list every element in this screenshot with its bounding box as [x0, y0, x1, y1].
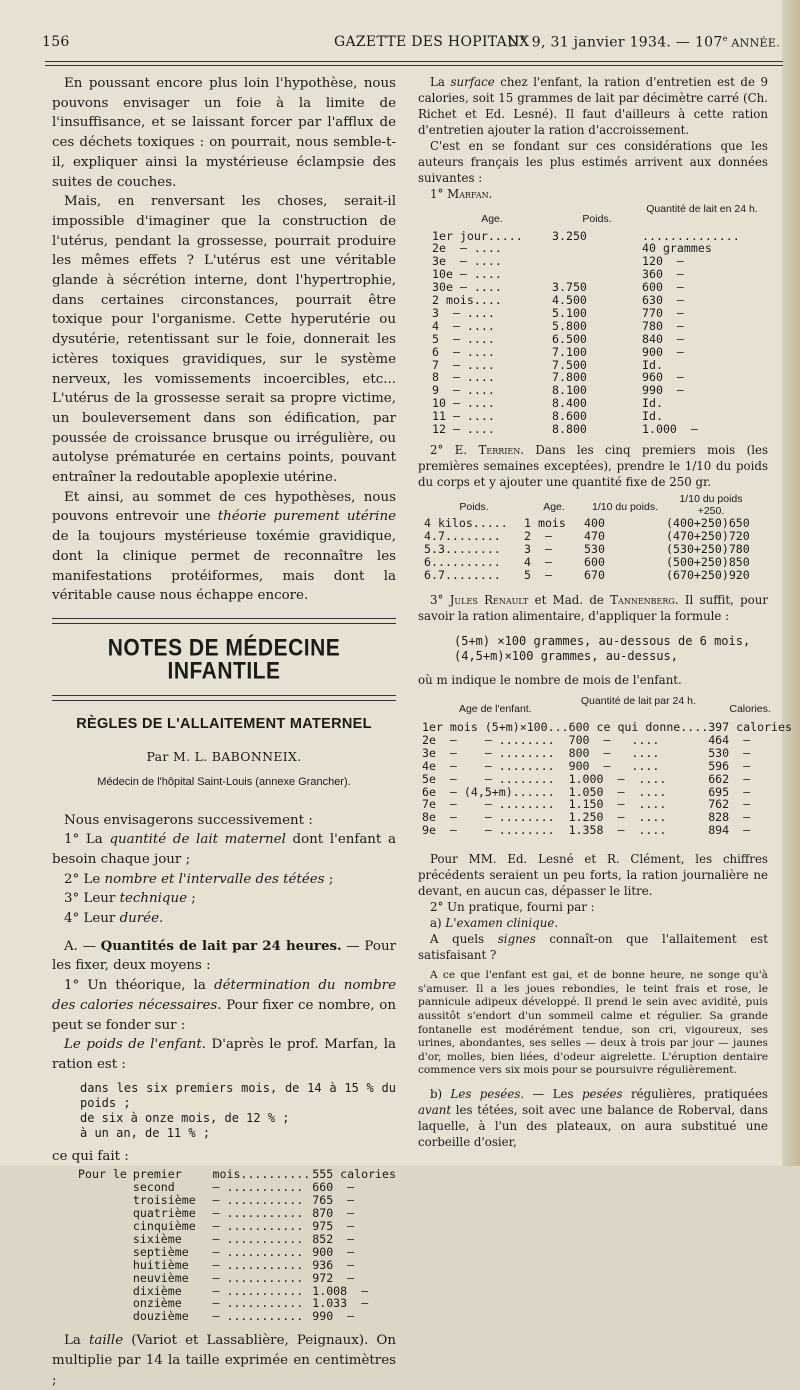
table-cell: 960 — [642, 370, 684, 385]
section-rule [52, 618, 396, 624]
table-row [424, 556, 756, 569]
table-cell: 7.100 [552, 344, 587, 359]
table-cell: 870 — [312, 1206, 355, 1221]
running-header [40, 34, 780, 54]
table-cell: 30e — .... [432, 280, 502, 295]
table-cell: .............. [642, 228, 740, 243]
paragraph: a) L'examen clinique. [430, 916, 559, 931]
table-row [78, 1233, 396, 1246]
paragraph: 3° Jules Renault et Mad. de Tannenberg. Il suffit, pour savoir la ration alimentaire, d'appliquer la formule : [418, 592, 769, 623]
table-cell [78, 1310, 133, 1323]
table-cell: 1.008 — [312, 1283, 369, 1298]
table-cell: 464 — [708, 732, 751, 747]
table-cell: — ........... [212, 1218, 304, 1233]
journal-title: GAZETTE DES HOPITAUX [334, 34, 530, 50]
calories-table [78, 1168, 396, 1323]
paragraph: où m indique le nombre de mois de l'enfant. [418, 672, 682, 687]
table-cell: — ........... [212, 1283, 304, 1298]
table-cell: 4.500 [552, 293, 587, 308]
table-cell: 530 — [708, 745, 751, 760]
table-cell: 894 — [708, 823, 751, 838]
table-cell: 4 — [524, 554, 552, 569]
table-cell [78, 1272, 133, 1285]
renault-table [422, 696, 792, 838]
table-cell: (500+250)850 [666, 554, 750, 569]
intro: Nous envisagerons successivement : [64, 812, 313, 828]
paragraph: C'est en se fondant sur ces considérations que les auteurs français les plus estimés arrivent aux données suivantes : [418, 139, 768, 185]
table-row [78, 1272, 396, 1285]
table-cell [78, 1297, 133, 1310]
table-row [422, 721, 792, 734]
left-column [52, 74, 396, 1390]
table-cell: 800 — .... [568, 745, 660, 760]
table-cell: 8.400 [552, 396, 587, 411]
table-cell: 762 — [708, 797, 751, 812]
table-cell: — ........... [212, 1270, 304, 1285]
table-row [422, 734, 792, 747]
affiliation: Médecin de l'hôpital Saint-Louis (annexe Grancher). [97, 775, 351, 788]
table-cell: mois.......... [212, 1167, 311, 1182]
paragraph: Pour MM. Ed. Lesné et R. Clément, les chiffres précédents seraient un peu forts, la ration journalière ne devant, en aucun cas, dépasser le litre. [418, 852, 768, 899]
page-number: 156 [42, 34, 70, 50]
table-cell: 695 — [708, 784, 751, 799]
table-cell: 2 mois.... [432, 293, 502, 308]
table-cell: 400 [584, 516, 605, 530]
table-cell: sixième [132, 1231, 182, 1246]
table-cell: 852 — [312, 1231, 355, 1246]
table-cell: 900 — .... [568, 758, 660, 773]
table-cell: (530+250)780 [666, 541, 750, 556]
table-cell: (670+250)920 [666, 567, 750, 582]
paragraph: Et ainsi, au sommet de ces hypothèses, nous pouvons entrevoir une théorie purement utérine de la toujours mystérieuse toxémie gravidique, dont la clinique permet de reconnaître les manifestations protéiformes, mais dont la véritable cause nous échappe encore. [52, 489, 396, 604]
intro-block [52, 811, 396, 929]
table-cell: 900 — [642, 344, 684, 359]
table-row [422, 747, 792, 760]
table-cell: 530 [584, 541, 605, 556]
table-cell: 10e — .... [432, 267, 502, 282]
column-header: Quantité de lait par 24 h. [580, 694, 696, 707]
issue-info: N° 9, 31 janvier 1934. — 107e ANNÉE. [507, 34, 780, 51]
table-cell: 1.000 — .... [568, 771, 667, 786]
table-cell: quatrième [132, 1206, 196, 1221]
table-row [78, 1246, 396, 1259]
table-cell [78, 1246, 133, 1259]
table-row [424, 517, 756, 530]
table-cell: onzième [132, 1296, 182, 1311]
table-cell: neuvième [132, 1270, 189, 1285]
table-row [78, 1310, 396, 1323]
table-cell: 4 kilos..... [424, 516, 508, 530]
ration-list [80, 1081, 396, 1141]
column-header: Quantité de lait en 24 h. [646, 203, 758, 215]
table-cell: second [132, 1180, 175, 1195]
table-cell: 596 — [708, 758, 751, 773]
table-cell: 9 — .... [432, 383, 495, 398]
section-rule [52, 695, 396, 701]
paragraph: 2° E. Terrien. Dans les cinq premiers mois (les premières semaines exceptées), prendre le 1/10 du poids du corps et y ajouter une quantité fixe de 250 gr. [418, 443, 769, 489]
table-cell: troisième [132, 1193, 196, 1208]
formula-line: (4,5+m)×100 grammes, au-dessus, [454, 648, 678, 663]
table-row [424, 569, 756, 582]
table-cell: 1.358 — .... [568, 823, 667, 838]
table-cell: Id. [642, 396, 663, 411]
list-item: 1° La quantité de lait maternel dont l'enfant a besoin chaque jour ; [52, 832, 396, 867]
table-cell: 5.800 [552, 318, 587, 333]
table-cell [552, 242, 642, 255]
table-cell: 3.250 [552, 228, 587, 243]
paragraph: ce qui fait : [52, 1148, 129, 1164]
table-cell: 7.500 [552, 357, 587, 372]
table-cell: 600 [584, 554, 605, 569]
table-cell: 3e — — ........ [422, 745, 555, 760]
table-cell: premier [132, 1167, 182, 1182]
table-cell: 6.500 [552, 331, 587, 346]
table-row [78, 1259, 396, 1272]
table-cell: — ........... [212, 1296, 304, 1311]
table-cell: 4.7........ [424, 528, 501, 543]
paragraph: Le poids de l'enfant. D'après le prof. Marfan, la ration est : [52, 1037, 396, 1072]
table-cell: 1.150 — .... [568, 797, 667, 812]
table-row [78, 1220, 396, 1233]
table-cell: 120 — [642, 254, 684, 269]
table-cell: 6.......... [424, 554, 501, 569]
list-item: 4° Leur durée. [64, 911, 164, 927]
table-cell: 1.000 — [642, 422, 698, 437]
table-cell: 8.100 [552, 383, 587, 398]
table-cell: 8.800 [552, 422, 587, 437]
table-cell: 2e — .... [432, 241, 502, 256]
column-header: Age de l'enfant. [458, 702, 532, 715]
table-cell: 1 mois [524, 516, 566, 530]
table-cell: Id. [642, 357, 663, 372]
table-cell: 7e — — ........ [422, 797, 555, 812]
list-item: 3° Leur technique ; [64, 891, 196, 907]
table-cell: Id. [642, 409, 663, 424]
table-cell: 397 calories [708, 720, 792, 735]
ration-line: à un an, de 11 % ; [80, 1125, 211, 1140]
table-cell: — ........... [212, 1257, 304, 1272]
table-cell: 7 — .... [432, 357, 495, 372]
paragraph: b) Les pesées. — Les pesées régulières, pratiquées avant les tétées, soit avec une balance de Roberval, dans laquelle, à l'un des plateaux, on aura substitué une corbeille d'osier, [418, 1086, 768, 1149]
table-cell: 3e — .... [432, 254, 502, 269]
table-row [432, 333, 762, 346]
formula [454, 634, 768, 664]
table-row [424, 543, 756, 556]
table-cell: 4e — — ........ [422, 758, 555, 773]
header-rule [45, 61, 783, 62]
table-row [422, 773, 792, 786]
column-header: Poids. [582, 213, 612, 225]
paragraph: La taille (Variot et Lassablière, Peignaux). On multiplie par 14 la taille exprimée en centimètres ; [52, 1333, 396, 1388]
page-edge [782, 0, 800, 1166]
ration-line: dans les six premiers mois, de 14 à 15 % du poids ; [80, 1080, 396, 1110]
ration-line: de six à onze mois, de 12 % ; [80, 1110, 290, 1125]
table-cell [78, 1233, 133, 1246]
table-cell: — ........... [212, 1244, 304, 1259]
table-cell: 990 — [642, 383, 684, 398]
paragraph-small: A ce que l'enfant est gai, et de bonne heure, ne songe qu'à s'amuser. Il a les joues rebondies, le teint frais et rose, le pannicule adipeux développé. Il prend le sein avec avidité, puis aussitôt s'endort d'un sommeil calme et régulier. Sa grande fontanelle est modérément tendue, son cri, vigoureux, ses urines, abondantes, ses selles — deux à trois par jour — jaunes d'or, molles, bien liées, d'odeur aigrelette. L'éruption dentaire commence vers six mois pour se poursuivre régulièrement. [418, 969, 768, 1077]
subheading: 1° Marfan. [430, 187, 493, 201]
table-row [422, 824, 792, 837]
table-cell [78, 1259, 133, 1272]
table-cell: 8e — — ........ [422, 810, 555, 825]
section-title: NOTES DE MÉDECINE INFANTILE [107, 634, 341, 684]
table-cell [552, 255, 642, 268]
paragraph: La surface chez l'enfant, la ration d'entretien est de 9 calories, soit 15 grammes de lait par décimètre carré (Ch. Richet et Ed. Lesné). Il faut d'ailleurs à cette ration d'entretien ajouter la ration d'accroissement. [418, 75, 768, 137]
table-cell: 1.033 — [312, 1296, 369, 1311]
table-cell: 600 — [642, 280, 684, 295]
table-cell: 660 — [312, 1180, 355, 1195]
paragraph: 1° Un théorique, la détermination du nombre des calories nécessaires. Pour fixer ce nombre, on peut se fonder sur : [52, 978, 396, 1033]
table-cell: 1er mois (5+m)×100... [422, 720, 569, 735]
column-header: Calories. [729, 702, 771, 715]
table-cell: Pour le [78, 1167, 127, 1182]
table-cell: (470+250)720 [666, 528, 750, 543]
table-cell [78, 1207, 133, 1220]
column-header: Age. [543, 501, 565, 513]
right-column [418, 74, 792, 1150]
table-cell: 6.7........ [424, 567, 501, 582]
author: Par M. L. BABONNEIX. [146, 749, 302, 765]
table-row [432, 294, 762, 307]
table-cell: — ........... [212, 1309, 304, 1324]
paragraph: En poussant encore plus loin l'hypothèse, nous pouvons envisager un foie à la limite de l'insuffisance, et se laissant forcer par l'afflux de ces déchets toxiques : on pourrait, nous semble-t-il, expliquer ainsi la mystérieuse éclampsie des suites de couches. [52, 76, 396, 190]
table-cell: 670 [584, 567, 605, 582]
table-cell: — ........... [212, 1206, 304, 1221]
table-cell: 5 — .... [432, 331, 495, 346]
header-rule-2 [45, 65, 783, 66]
table-cell: 630 — [642, 293, 684, 308]
table-cell: 10 — .... [432, 396, 495, 411]
table-cell: 40 grammes [642, 241, 712, 256]
table-cell: cinquième [132, 1218, 196, 1233]
table-cell: 700 — .... [568, 732, 660, 747]
table-cell: 9e — — ........ [422, 823, 555, 838]
table-cell: 6 — .... [432, 344, 495, 359]
table-row [422, 760, 792, 773]
table-cell: 765 — [312, 1193, 355, 1208]
table-cell: — ........... [212, 1193, 304, 1208]
table-cell: 2e — — ........ [422, 732, 555, 747]
table-cell: 11 — .... [432, 409, 495, 424]
table-cell [78, 1181, 133, 1194]
table-row [432, 307, 762, 320]
formula-line: (5+m) ×100 grammes, au-dessous de 6 mois, [454, 633, 751, 648]
table-cell: 936 — [312, 1257, 355, 1272]
table-cell: 4 — .... [432, 318, 495, 333]
paragraph: A quels signes connaît-on que l'allaitement est satisfaisant ? [418, 932, 768, 963]
article-title: RÈGLES DE L'ALLAITEMENT MATERNEL [76, 716, 372, 733]
table-row [432, 320, 762, 333]
table-cell: 5 — [524, 567, 552, 582]
marfan-table [432, 204, 762, 436]
table-cell: 662 — [708, 771, 751, 786]
terrien-table [424, 494, 756, 582]
table-cell [78, 1220, 133, 1233]
table-cell: douzième [132, 1309, 189, 1324]
table-cell: 840 — [642, 331, 684, 346]
column-header: Age. [481, 213, 503, 225]
table-cell [78, 1285, 133, 1298]
table-cell: 8.600 [552, 409, 587, 424]
table-cell: (400+250)650 [666, 516, 750, 530]
table-cell: 900 — [312, 1244, 355, 1259]
table-cell: 780 — [642, 318, 684, 333]
table-cell: 2 — [524, 528, 552, 543]
table-row [424, 530, 756, 543]
table-cell: 555 calories [312, 1167, 396, 1182]
table-row [432, 346, 762, 359]
table-cell: dixième [132, 1283, 182, 1298]
paragraph: Mais, en renversant les choses, serait-il impossible d'imaginer que la construction de l'utérus, pendant la grossesse, pourrait produire les mêmes effets ? L'utérus est une véritable glande à sécrétion interne, dont l'hypertrophie, dans certaines circonstances, pourrait être toxique pour l'organisme. Cette hyperutérie ou dysutérie, retentissant sur le foie, donnerait les ictères toxiques gravidiques, sur le système nerveux, les vomissements incoercibles, etc... L'utérus de la grossesse serait sa propre victime, un bouleversement dans son édification, par poussée de croissance brusque ou irrégulière, ou autolyse prématurée en certains points, pouvant entraîner la redoutable apoplexie utérine. [52, 194, 396, 486]
table-cell: 770 — [642, 305, 684, 320]
table-cell [78, 1194, 133, 1207]
table-cell: 600 ce qui donne.... [568, 720, 709, 735]
table-cell: 6e — (4,5+m)...... [422, 784, 555, 799]
table-cell: 1.050 — .... [568, 784, 667, 799]
table-cell: 1er jour..... [432, 228, 523, 243]
table-cell: — ........... [212, 1180, 304, 1195]
table-cell: 828 — [708, 810, 751, 825]
column-header: 1/10 du poids. [592, 501, 658, 513]
paragraph: 2° Un pratique, fourni par : [430, 900, 595, 915]
list-item: 2° Le nombre et l'intervalle des tétées ; [64, 871, 334, 887]
table-cell: 8 — .... [432, 370, 495, 385]
table-row [432, 423, 762, 436]
table-cell: 5e — — ........ [422, 771, 555, 786]
table-cell: septième [132, 1244, 189, 1259]
table-cell: 470 [584, 528, 605, 543]
table-cell: 3 — .... [432, 305, 495, 320]
table-cell: 3 — [524, 541, 552, 556]
table-cell: — ........... [212, 1231, 304, 1246]
table-cell: 975 — [312, 1218, 355, 1233]
table-cell: 990 — [312, 1309, 355, 1324]
table-cell: 3.750 [552, 280, 587, 295]
column-header: 1/10 du poids +250. [679, 493, 743, 517]
table-cell: huitième [132, 1257, 189, 1272]
table-cell: 972 — [312, 1270, 355, 1285]
table-cell: 5.100 [552, 305, 587, 320]
table-cell: 360 — [642, 267, 684, 282]
table-cell: 5.3........ [424, 541, 501, 556]
column-header: Poids. [459, 501, 489, 513]
table-cell: 1.250 — .... [568, 810, 667, 825]
section-a: A. — Quantités de lait par 24 heures. — Pour les fixer, deux moyens : [52, 937, 396, 974]
table-cell: 7.800 [552, 370, 587, 385]
table-cell: 12 — .... [432, 422, 495, 437]
